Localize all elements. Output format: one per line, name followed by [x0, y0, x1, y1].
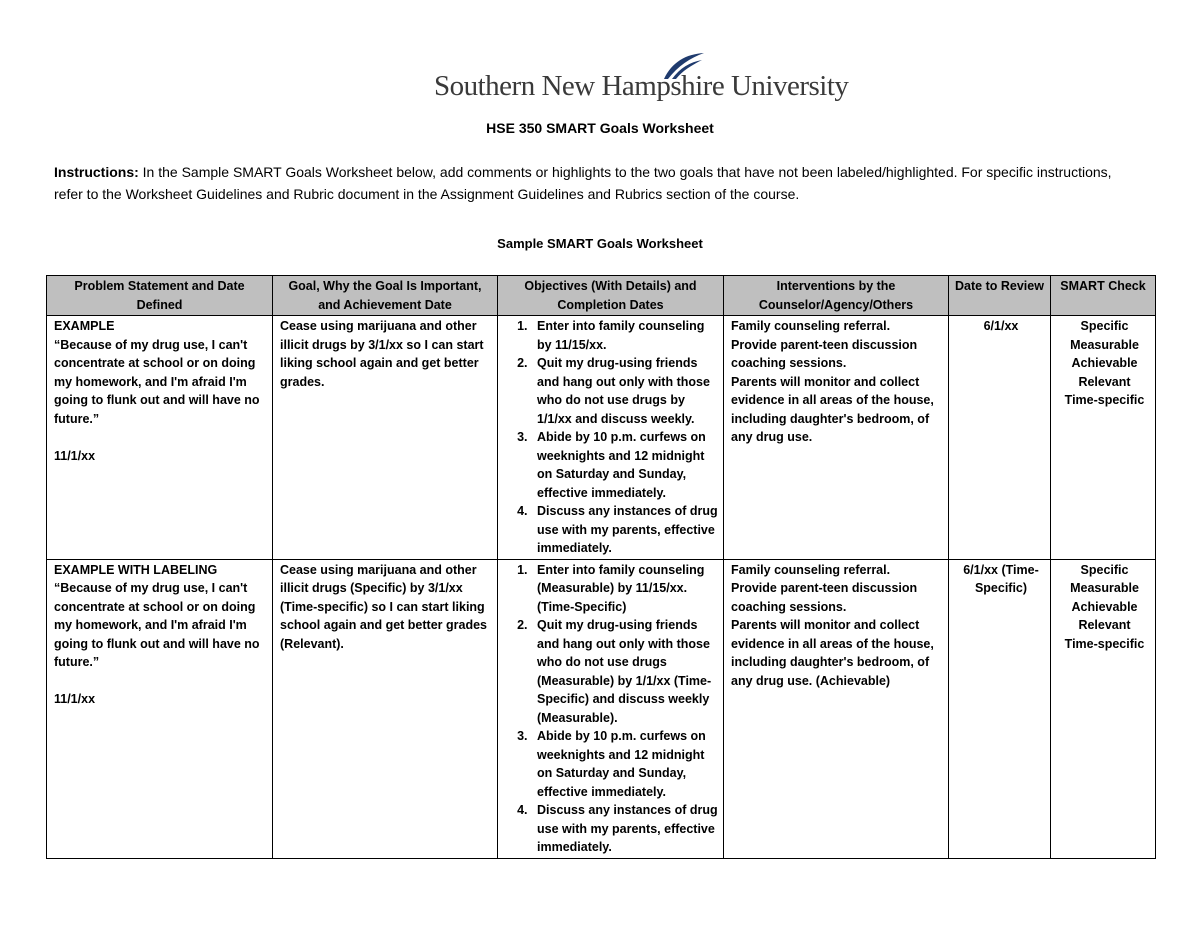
smart-item: Achievable [1071, 356, 1138, 370]
table-header-row [47, 276, 1156, 316]
list-item: 3. Abide by 10 p.m. curfews on weeknights and 12 midnight on Saturday and Sunday, effective immediately. [531, 428, 719, 502]
header-problem: Problem Statement and Date Defined [47, 276, 273, 316]
list-item: 4. Discuss any instances of drug use with my parents, effective immediately. [531, 801, 719, 857]
intervention: Family counseling referral. [731, 562, 891, 577]
list-item: 4. Discuss any instances of drug use with my parents, effective immediately. [531, 502, 719, 558]
date-defined: 11/1/xx [54, 448, 96, 463]
problem-cell [47, 316, 273, 560]
logo-wordmark: Southern New Hampshire University [434, 70, 849, 102]
header-smart-check: SMART Check [1051, 276, 1156, 316]
interventions-cell [724, 316, 949, 560]
list-item: 1. Enter into family counseling by 11/15/xx. [531, 317, 719, 354]
leaf-icon [658, 52, 706, 80]
list-item: 1. Enter into family counseling (Measurable) by 11/15/xx. (Time-Specific) [531, 561, 719, 617]
review-date-cell: 6/1/xx [949, 316, 1051, 560]
instructions-label: Instructions: [54, 164, 139, 180]
smart-item: Specific [1080, 319, 1129, 333]
objectives-list [505, 317, 719, 558]
table-row [47, 559, 1156, 858]
smart-item: Specific [1080, 562, 1129, 577]
date-defined: 11/1/xx [54, 692, 96, 706]
objectives-list [505, 561, 719, 857]
instructions [54, 161, 1144, 205]
intervention: Family counseling referral. [731, 319, 891, 333]
header-review-date: Date to Review [949, 276, 1051, 316]
smart-item: Measurable [1070, 581, 1139, 595]
list-item: 2. Quit my drug-using friends and hang out only with those who do not use drugs by 1/1/xx and discuss weekly. [531, 354, 719, 428]
intervention: Provide parent-teen discussion coaching sessions. [731, 337, 918, 370]
objectives-cell [498, 559, 724, 858]
interventions-cell [724, 559, 949, 858]
smart-check-cell [1051, 316, 1156, 560]
goal-cell: Cease using marijuana and other illicit drugs by 3/1/xx so I can start liking school again and get better grades. [273, 316, 498, 560]
row-label: EXAMPLE WITH LABELING [54, 562, 218, 577]
smart-item: Achievable [1071, 599, 1138, 614]
instructions-text: In the Sample SMART Goals Worksheet below, add comments or highlights to the two goals that have not been labeled/highlighted. For specific instructions, refer to the Worksheet Guidelines and Rubric document in the Assignment Guidelines and Rubrics section of the course. [54, 164, 1112, 202]
university-logo [432, 52, 849, 108]
smart-item: Measurable [1070, 337, 1139, 352]
smart-item: Time-specific [1064, 393, 1145, 407]
header-goal: Goal, Why the Goal Is Important, and Achievement Date [273, 276, 498, 316]
intervention: Parents will monitor and collect evidence in all areas of the house, including daughter's bedroom, of any drug use. [731, 374, 934, 444]
problem-cell [47, 559, 273, 858]
intervention: Parents will monitor and collect evidence in all areas of the house, including daughter's bedroom, of any drug use. (Achievable) [731, 618, 934, 688]
smart-item: Relevant [1078, 374, 1131, 389]
smart-item: Time-specific [1064, 636, 1145, 651]
header-objectives: Objectives (With Details) and Completion Dates [498, 276, 724, 316]
review-date-cell: 6/1/xx (Time-Specific) [949, 559, 1051, 858]
list-item: 3. Abide by 10 p.m. curfews on weeknights and 12 midnight on Saturday and Sunday, effective immediately. [531, 727, 719, 801]
page-title: HSE 350 SMART Goals Worksheet [486, 120, 714, 136]
header-interventions: Interventions by the Counselor/Agency/Others [724, 276, 949, 316]
problem-statement: “Because of my drug use, I can't concentrate at school or on doing my homework, and I'm afraid I'm going to flunk out and will have no future.” [54, 581, 260, 669]
goal-cell: Cease using marijuana and other illicit drugs (Specific) by 3/1/xx (Time-specific) so I can start liking school again and get better grades (Relevant). [273, 559, 498, 858]
list-item: 2. Quit my drug-using friends and hang out only with those who do not use drugs (Measurable) by 1/1/xx (Time-Specific) and discuss weekly (Measurable). [531, 616, 719, 727]
smart-item: Relevant [1078, 618, 1131, 632]
smart-check-cell [1051, 559, 1156, 858]
table-row [47, 316, 1156, 560]
intervention: Provide parent-teen discussion coaching sessions. [731, 581, 918, 614]
row-label: EXAMPLE [54, 319, 115, 333]
objectives-cell [498, 316, 724, 560]
table-title: Sample SMART Goals Worksheet [497, 236, 703, 251]
problem-statement: “Because of my drug use, I can't concentrate at school or on doing my homework, and I'm afraid I'm going to flunk out and will have no future.” [54, 337, 260, 426]
smart-goals-table [46, 275, 1156, 859]
